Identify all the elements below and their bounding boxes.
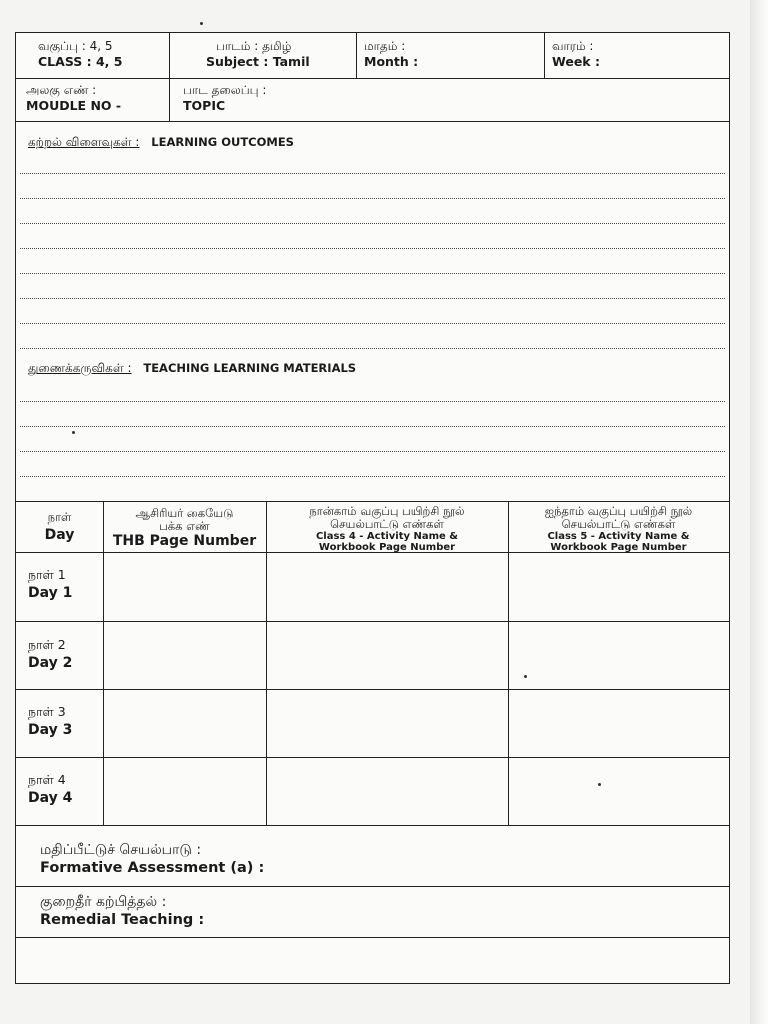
col-c4-ta2: செயல்பாட்டு எண்கள் xyxy=(330,517,444,531)
divider xyxy=(356,33,357,78)
subject-cell xyxy=(206,39,356,70)
col-c4-en2: Workbook Page Number xyxy=(318,542,456,553)
table-cell[interactable] xyxy=(510,554,728,620)
day-4-ta: நாள் 4 xyxy=(28,772,66,787)
col-c5-ta2: செயல்பாட்டு எண்கள் xyxy=(561,517,676,531)
divider xyxy=(16,757,729,758)
day-row-3 xyxy=(28,704,103,738)
writing-line[interactable] xyxy=(20,426,725,427)
writing-line[interactable] xyxy=(20,273,725,274)
writing-line[interactable] xyxy=(20,173,725,174)
day-row-1 xyxy=(28,567,103,601)
month-cell xyxy=(364,39,534,70)
col-thb-ta1: ஆசிரியர் கையேடு xyxy=(135,506,234,520)
col-c4-ta1: நான்காம் வகுப்பு பயிற்சி நூல் xyxy=(309,504,465,518)
learning-outcomes-label xyxy=(28,135,294,151)
table-cell[interactable] xyxy=(105,554,265,620)
day-1-ta: நாள் 1 xyxy=(28,567,66,582)
table-cell[interactable] xyxy=(268,623,507,688)
materials-label-ta: துணைக்கருவிகள் : xyxy=(28,361,132,375)
module-label-en: MOUDLE NO - xyxy=(26,98,122,113)
month-label-ta: மாதம் : xyxy=(364,39,406,53)
formative-assessment[interactable] xyxy=(40,843,640,876)
table-cell[interactable] xyxy=(510,691,728,756)
writing-line[interactable] xyxy=(20,348,725,349)
col-day-ta: நாள் xyxy=(47,510,72,524)
table-cell[interactable] xyxy=(105,691,265,756)
empty-footer-row[interactable] xyxy=(18,939,727,981)
materials-label xyxy=(28,361,356,377)
col-thb-en: THB Page Number xyxy=(112,533,257,549)
divider xyxy=(169,33,170,121)
col-c4-en1: Class 4 - Activity Name & xyxy=(315,531,459,542)
day-2-en: Day 2 xyxy=(28,655,73,671)
divider xyxy=(16,121,729,122)
topic-label-en: TOPIC xyxy=(183,98,226,113)
materials-label-en: TEACHING LEARNING MATERIALS xyxy=(143,361,357,375)
week-cell xyxy=(552,39,722,70)
writing-line[interactable] xyxy=(20,451,725,452)
writing-line[interactable] xyxy=(20,248,725,249)
module-cell xyxy=(26,83,166,114)
scan-speck xyxy=(200,22,203,25)
day-row-2 xyxy=(28,637,103,671)
class-label-ta: வகுப்பு : 4, 5 xyxy=(38,39,113,53)
day-3-en: Day 3 xyxy=(28,722,73,738)
col-header-thb xyxy=(103,507,266,549)
assessment-label-ta: மதிப்பீட்டுச் செயல்பாடு : xyxy=(40,842,202,858)
table-cell[interactable] xyxy=(510,623,728,688)
scan-speck xyxy=(72,431,75,434)
module-label-ta: அலகு எண் : xyxy=(26,83,97,97)
divider xyxy=(16,825,729,826)
col-thb-ta2: பக்க எண் xyxy=(159,519,210,533)
table-cell[interactable] xyxy=(268,691,507,756)
writing-line[interactable] xyxy=(20,223,725,224)
divider xyxy=(16,937,729,938)
divider xyxy=(16,689,729,690)
col-c5-en1: Class 5 - Activity Name & xyxy=(547,531,690,542)
remedial-label-ta: குறைதீர் கற்பித்தல் : xyxy=(40,894,167,910)
month-label-en: Month : xyxy=(364,54,419,69)
table-cell[interactable] xyxy=(268,759,507,824)
scan-speck xyxy=(598,783,601,786)
divider xyxy=(16,501,729,502)
remedial-teaching[interactable] xyxy=(40,895,640,928)
col-c5-en2: Workbook Page Number xyxy=(550,542,687,553)
col-header-class4 xyxy=(266,505,508,553)
writing-line[interactable] xyxy=(20,476,725,477)
page-edge xyxy=(750,0,768,1024)
divider xyxy=(16,78,729,79)
subject-label-en: Subject : Tamil xyxy=(206,54,310,69)
col-header-class5 xyxy=(508,505,729,553)
remedial-label-en: Remedial Teaching : xyxy=(40,912,205,928)
divider xyxy=(16,621,729,622)
writing-line[interactable] xyxy=(20,198,725,199)
col-c5-ta1: ஐந்தாம் வகுப்பு பயிற்சி நூல் xyxy=(544,504,693,518)
subject-label-ta: பாடம் : தமிழ் xyxy=(216,39,292,53)
day-4-en: Day 4 xyxy=(28,790,73,806)
topic-label-ta: பாட தலைப்பு : xyxy=(183,83,267,97)
table-cell[interactable] xyxy=(268,554,507,620)
writing-line[interactable] xyxy=(20,323,725,324)
day-row-4 xyxy=(28,772,103,806)
day-1-en: Day 1 xyxy=(28,585,73,601)
divider xyxy=(16,886,729,887)
week-label-ta: வாரம் : xyxy=(552,39,594,53)
table-cell[interactable] xyxy=(510,759,728,824)
day-2-ta: நாள் 2 xyxy=(28,637,66,652)
learning-outcomes-label-en: LEARNING OUTCOMES xyxy=(151,135,294,149)
assessment-label-en: Formative Assessment (a) : xyxy=(40,860,265,876)
table-cell[interactable] xyxy=(105,759,265,824)
week-label-en: Week : xyxy=(552,54,600,69)
divider xyxy=(103,501,104,825)
topic-cell xyxy=(183,83,583,114)
divider xyxy=(544,33,545,78)
writing-line[interactable] xyxy=(20,401,725,402)
lesson-plan-sheet xyxy=(15,32,730,984)
class-cell xyxy=(38,39,168,70)
table-cell[interactable] xyxy=(105,623,265,688)
scan-speck xyxy=(524,675,527,678)
class-label-en: CLASS : 4, 5 xyxy=(38,54,123,69)
learning-outcomes-label-ta: கற்றல் விளைவுகள் : xyxy=(28,135,140,149)
col-header-day xyxy=(16,511,103,543)
col-day-en: Day xyxy=(44,527,75,543)
day-3-ta: நாள் 3 xyxy=(28,704,66,719)
writing-line[interactable] xyxy=(20,298,725,299)
